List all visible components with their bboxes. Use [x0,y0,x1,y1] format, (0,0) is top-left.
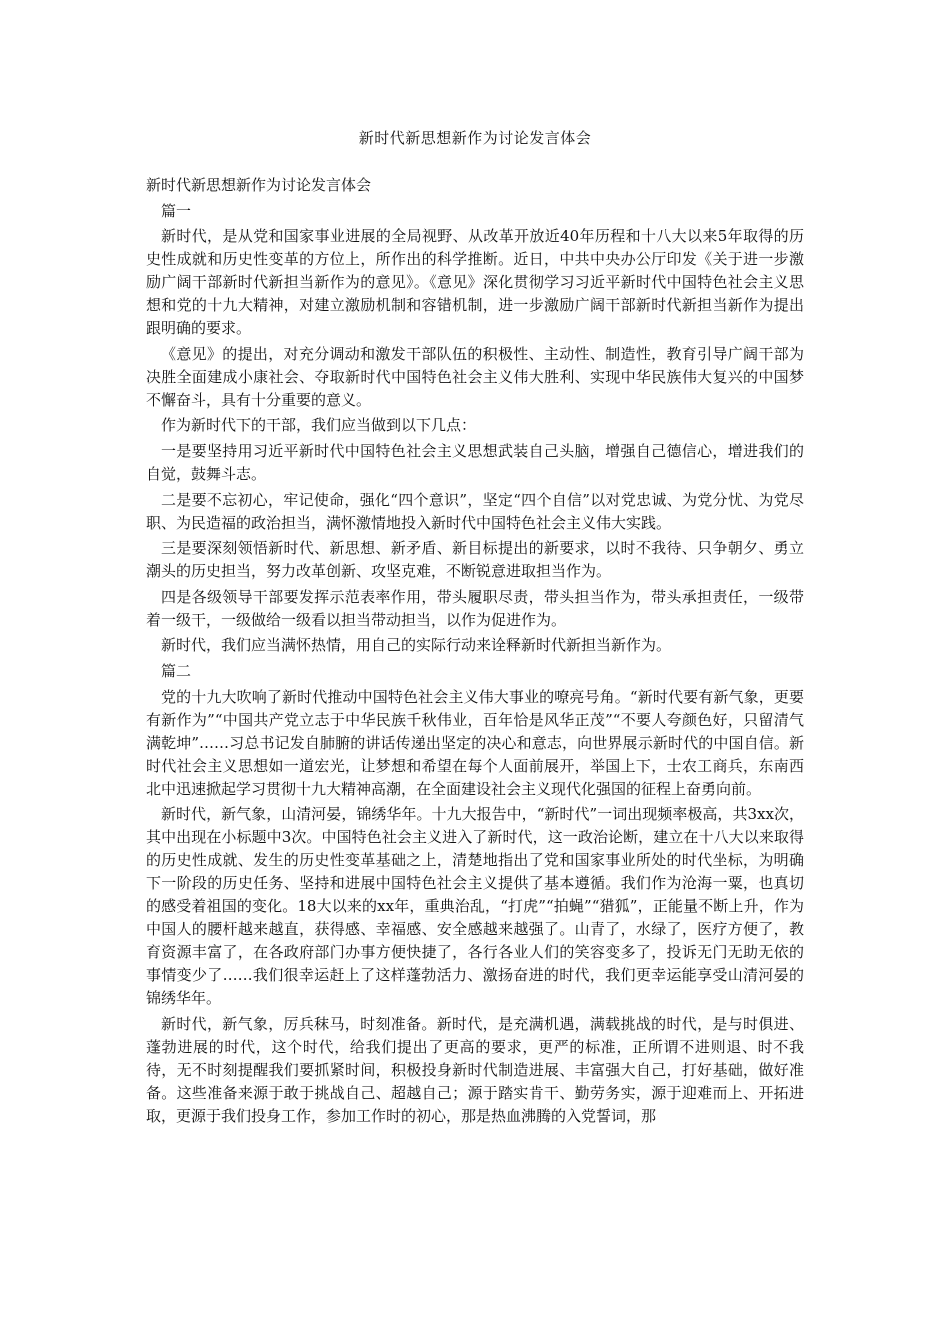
list-point-3: 三是要深刻领悟新时代、新思想、新矛盾、新目标提出的新要求，以时不我待、只争朝夕、勇立潮头的历史担当，努力改革创新、攻坚克难，不断锐意进取担当作为。 [146,539,804,581]
paragraph: 新时代，新气象，山清河晏，锦绣华年。十九大报告中，“新时代”一词出现频率极高，共3xx次，其中出现在小标题中3次。中国特色社会主义进入了新时代，这一政治论断，建立在十八大以来取得的历史性成就、发生的历史性变革基础之上，清楚地指出了党和国家事业所处的时代坐标，为明确下一阶段的历史任务、坚持和进展中国特色社会主义提供了基本遵循。我们作为沧海一粟，也真切的感受着祖国的变化。18大以来的xx年，重典治乱，“打虎”“拍蝇”“猎狐”，正能量不断上升，作为中国人的腰杆越来越直，获得感、幸福感、安全感越来越强了。山青了，水绿了，医疗方便了，教育资源丰富了，在各政府部门办事方便快捷了，各行各业人们的笑容变多了，投诉无门无助无依的事情变少了……我们很幸运赶上了这样蓬勃活力、激扬奋进的时代，我们更幸运能享受山清河晏的锦绣华年。 [146,805,804,1008]
document-title: 新时代新思想新作为讨论发言体会 [358,129,592,147]
paragraph: 新时代，我们应当满怀热情，用自己的实际行动来诠释新时代新担当新作为。 [161,636,672,655]
paragraph: 《意见》的提出，对充分调动和激发干部队伍的积极性、主动性、制造性，教育引导广阔干部为决胜全面建成小康社会、夺取新时代中国特色社会主义伟大胜利、实现中华民族伟大复兴的中国梦不懈奋斗，具有十分重要的意义。 [146,344,804,409]
paragraph: 新时代，新气象，厉兵秣马，时刻准备。新时代，是充满机遇，满载挑战的时代，是与时俱进、蓬勃进展的时代，这个时代，给我们提出了更高的要求，更严的标准，正所谓不进则退、时不我待，无不时刻提醒我们要抓紧时间，积极投身新时代制造进展、丰富强大自己，打好基础，做好准备。这些准备来源于敢于挑战自己、超越自己；源于踏实肯干、勤劳务实，源于迎难而上、开拓进取，更源于我们投身工作，参加工作时的初心，那是热血沸腾的入党誓词，那 [146,1014,804,1125]
list-point-2: 二是要不忘初心，牢记使命，强化“四个意识”，坚定“四个自信”以对党忠诚、为党分忧、为党尽职、为民造福的政治担当，满怀激情地投入新时代中国特色社会主义伟大实践。 [146,490,804,532]
section-heading-1: 篇一 [161,201,192,220]
paragraph: 新时代，是从党和国家事业进展的全局视野、从改革开放近40年历程和十八大以来5年取得的历史性成就和历史性变革的方位上，所作出的科学推断。近日，中共中央办公厅印发《关于进一步激励广阔干部新时代新担当新作为的意见》。《意见》深化贯彻学习习近平新时代中国特色社会主义思想和党的十九大精神，对建立激励机制和容错机制，进一步激励广阔干部新时代新担当新作为提出跟明确的要求。 [146,227,804,338]
document-body [146,174,804,1130]
paragraph: 党的十九大吹响了新时代推动中国特色社会主义伟大事业的嘹亮号角。“新时代要有新气象，更要有新作为”“中国共产党立志于中华民族千秋伟业，百年恰是风华正茂”“不要人夸颜色好，只留清气满乾坤”……习总书记发自肺腑的讲话传递出坚定的决心和意志，向世界展示新时代的中国自信。新时代社会主义思想如一道宏光，让梦想和希望在每个人面前展开，举国上下，士农工商兵，东南西北中迅速掀起学习贯彻十九大精神高潮，在全面建设社会主义现代化强国的征程上奋勇向前。 [146,687,804,798]
paragraph: 作为新时代下的干部，我们应当做到以下几点： [161,416,477,435]
document-subtitle: 新时代新思想新作为讨论发言体会 [146,176,372,194]
list-point-1: 一是要坚持用习近平新时代中国特色社会主义思想武装自己头脑，增强自己德信心，增进我们的自觉，鼓舞斗志。 [146,441,804,483]
section-heading-2: 篇二 [161,661,192,680]
list-point-4: 四是各级领导干部要发挥示范表率作用，带头履职尽责，带头担当作为，带头承担责任，一级带着一级干，一级做给一级看以担当带动担当，以作为促进作为。 [146,587,804,629]
